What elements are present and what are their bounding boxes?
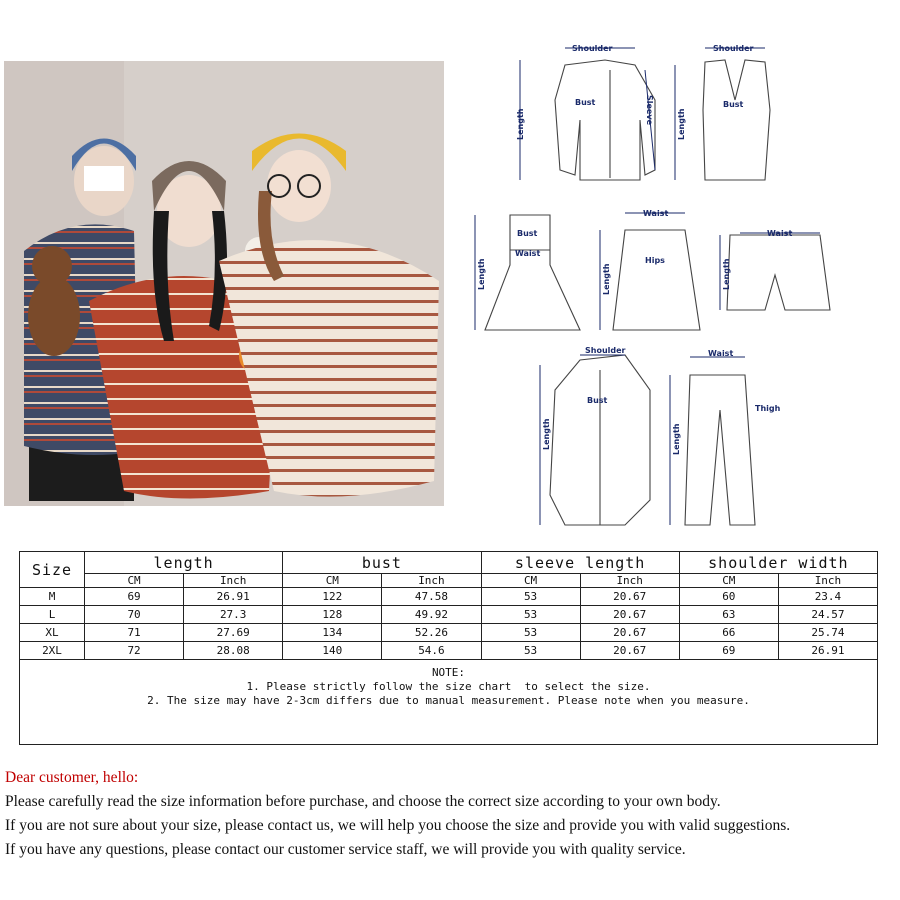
table-cell: 52.26 bbox=[382, 624, 481, 642]
product-photo-illustration bbox=[4, 61, 444, 506]
label-length-5: Length bbox=[722, 258, 731, 290]
unit-header: CM bbox=[679, 574, 778, 588]
label-bust-3: Bust bbox=[517, 229, 538, 238]
table-cell: 20.67 bbox=[580, 588, 679, 606]
group-header-shoulder-width: shoulder width bbox=[679, 552, 877, 574]
group-header-bust: bust bbox=[283, 552, 481, 574]
size-header: Size bbox=[20, 552, 85, 588]
table-cell: 140 bbox=[283, 642, 382, 660]
label-thigh: Thigh bbox=[755, 404, 781, 413]
table-cell: 28.08 bbox=[184, 642, 283, 660]
label-length-2: Length bbox=[677, 108, 686, 140]
table-cell: 26.91 bbox=[778, 642, 877, 660]
table-cell: 69 bbox=[85, 588, 184, 606]
unit-header: CM bbox=[481, 574, 580, 588]
table-cell: 27.3 bbox=[184, 606, 283, 624]
unit-header: Inch bbox=[580, 574, 679, 588]
note-line-1: 1. Please strictly follow the size chart to select the size. bbox=[246, 680, 651, 693]
table-cell: 27.69 bbox=[184, 624, 283, 642]
table-cell: 25.74 bbox=[778, 624, 877, 642]
table-cell: 134 bbox=[283, 624, 382, 642]
label-hips: Hips bbox=[645, 256, 665, 265]
unit-header: CM bbox=[85, 574, 184, 588]
table-cell: 54.6 bbox=[382, 642, 481, 660]
table-cell: 47.58 bbox=[382, 588, 481, 606]
label-length-1: Length bbox=[516, 108, 525, 140]
size-cell: XL bbox=[20, 624, 85, 642]
message-line-2: If you are not sure about your size, please contact us, we will help you choose the size and provide you with valid suggestions. bbox=[5, 817, 791, 834]
label-shoulder-2: Shoulder bbox=[713, 44, 754, 53]
label-bust-1: Bust bbox=[575, 98, 596, 107]
label-waist-1: Waist bbox=[515, 249, 541, 258]
label-shoulder-1: Shoulder bbox=[572, 44, 613, 53]
table-cell: 53 bbox=[481, 642, 580, 660]
group-header-length: length bbox=[85, 552, 283, 574]
label-bust-4: Bust bbox=[587, 396, 608, 405]
table-cell: 26.91 bbox=[184, 588, 283, 606]
table-cell: 60 bbox=[679, 588, 778, 606]
table-cell: 20.67 bbox=[580, 606, 679, 624]
size-chart-table bbox=[19, 551, 878, 745]
table-cell: 122 bbox=[283, 588, 382, 606]
label-sleeve-1: Sleeve bbox=[645, 95, 654, 125]
label-shoulder-3: Shoulder bbox=[585, 346, 626, 355]
unit-header: Inch bbox=[382, 574, 481, 588]
size-chart-group-header bbox=[20, 552, 878, 574]
message-line-1: Please carefully read the size information before purchase, and choose the correct size according to your own body. bbox=[5, 793, 721, 810]
table-row bbox=[20, 642, 878, 660]
table-cell: 49.92 bbox=[382, 606, 481, 624]
label-waist-2: Waist bbox=[643, 209, 669, 218]
label-bust-2: Bust bbox=[723, 100, 744, 109]
size-chart-unit-header bbox=[20, 574, 878, 588]
group-header-sleeve-length: sleeve length bbox=[481, 552, 679, 574]
table-row bbox=[20, 606, 878, 624]
table-cell: 53 bbox=[481, 606, 580, 624]
table-cell: 69 bbox=[679, 642, 778, 660]
label-waist-3: Waist bbox=[767, 229, 793, 238]
table-cell: 23.4 bbox=[778, 588, 877, 606]
table-cell: 20.67 bbox=[580, 642, 679, 660]
table-cell: 24.57 bbox=[778, 606, 877, 624]
size-cell: 2XL bbox=[20, 642, 85, 660]
table-cell: 70 bbox=[85, 606, 184, 624]
unit-header: Inch bbox=[184, 574, 283, 588]
label-length-6: Length bbox=[542, 418, 551, 450]
table-cell: 53 bbox=[481, 588, 580, 606]
note-cell bbox=[20, 660, 878, 745]
size-cell: M bbox=[20, 588, 85, 606]
label-waist-4: Waist bbox=[708, 349, 734, 358]
table-row bbox=[20, 624, 878, 642]
table-row bbox=[20, 588, 878, 606]
greeting: Dear customer, hello: bbox=[5, 769, 139, 786]
customer-message bbox=[5, 766, 895, 862]
label-length-3: Length bbox=[477, 258, 486, 290]
unit-header: Inch bbox=[778, 574, 877, 588]
table-cell: 72 bbox=[85, 642, 184, 660]
table-cell: 20.67 bbox=[580, 624, 679, 642]
measurement-diagrams bbox=[465, 30, 890, 530]
table-cell: 66 bbox=[679, 624, 778, 642]
table-cell: 71 bbox=[85, 624, 184, 642]
measurement-diagrams-svg bbox=[465, 30, 890, 530]
product-photo bbox=[4, 61, 444, 506]
table-cell: 128 bbox=[283, 606, 382, 624]
message-line-3: If you have any questions, please contact our customer service staff, we will provide you with quality service. bbox=[5, 841, 686, 858]
table-cell: 63 bbox=[679, 606, 778, 624]
label-length-7: Length bbox=[672, 423, 681, 455]
table-cell: 53 bbox=[481, 624, 580, 642]
label-length-4: Length bbox=[602, 263, 611, 295]
note-row bbox=[20, 660, 878, 745]
size-cell: L bbox=[20, 606, 85, 624]
note-line-2: 2. The size may have 2-3cm differs due to manual measurement. Please note when you measure. bbox=[147, 694, 750, 707]
unit-header: CM bbox=[283, 574, 382, 588]
note-title: NOTE: bbox=[431, 666, 466, 679]
